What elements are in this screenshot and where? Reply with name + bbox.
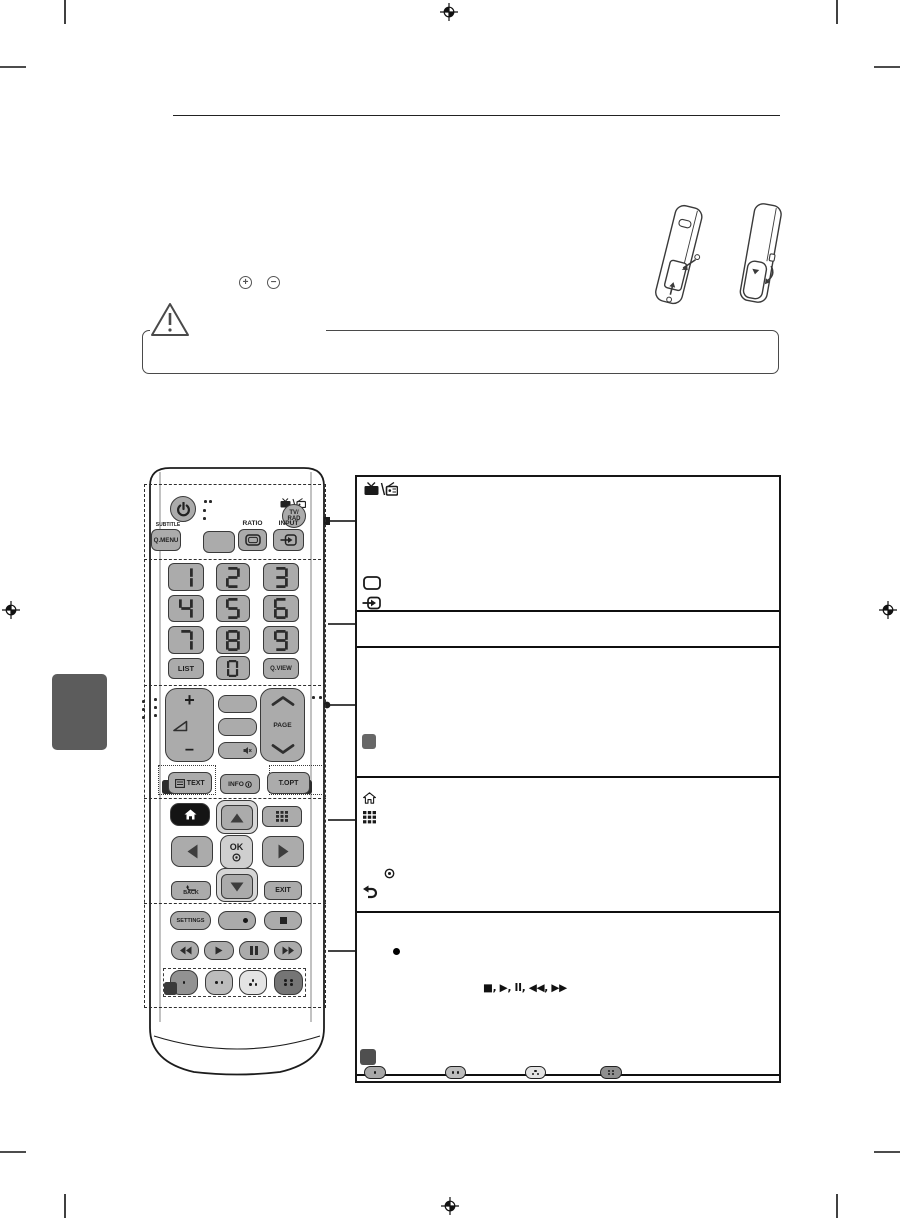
qmenu-button xyxy=(151,529,181,551)
blue-key-dots xyxy=(284,979,293,986)
callout-dot xyxy=(203,517,206,520)
subtitle-label: SUBTITLE xyxy=(155,522,181,528)
nav-down-plate xyxy=(216,868,258,902)
digit-1-button xyxy=(168,563,204,591)
callout-dot xyxy=(142,708,145,711)
record-button xyxy=(218,911,256,930)
play-icon xyxy=(215,946,223,955)
list-label: LIST xyxy=(177,664,195,673)
qview-label: Q.VIEW xyxy=(270,665,292,672)
page-label: PAGE xyxy=(273,721,292,729)
callout-dot xyxy=(204,500,207,503)
back-arrow-icon xyxy=(363,885,378,899)
pause-button xyxy=(239,941,269,960)
table-row-2 xyxy=(357,612,779,648)
callout-dot xyxy=(142,700,145,703)
digit-4 xyxy=(179,598,193,619)
pause-icon xyxy=(255,946,258,955)
green-pill-dots xyxy=(452,1071,459,1073)
input-button xyxy=(273,529,304,551)
tv-rad-label-line2: RAD xyxy=(287,516,301,522)
digit-3 xyxy=(274,567,288,588)
input-arrow-icon xyxy=(362,596,381,610)
ratio-screen-icon xyxy=(363,576,381,590)
list-button xyxy=(168,658,204,679)
nav-up-plate xyxy=(216,800,258,834)
arrow-left-icon xyxy=(187,844,198,859)
arrow-down-icon xyxy=(230,882,244,892)
my-apps-key-icon xyxy=(362,734,376,749)
blank-button-2 xyxy=(218,695,257,713)
polarity-plus: + xyxy=(242,276,249,288)
header-rule xyxy=(173,115,780,116)
fast-forward-button xyxy=(274,941,302,960)
qmenu-label: Q.MENU xyxy=(153,536,179,544)
record-dot-icon xyxy=(393,948,400,955)
circled-i-icon xyxy=(245,781,252,788)
button-description-table xyxy=(355,475,781,1083)
ratio-screen-icon xyxy=(245,534,261,546)
digit-7-button xyxy=(168,626,204,654)
callout-dot xyxy=(312,696,315,699)
ratio-button xyxy=(238,529,267,551)
apps-button xyxy=(262,806,302,827)
back-button xyxy=(171,881,211,900)
chevron-down-icon xyxy=(271,744,295,754)
section-divider-4 xyxy=(144,903,326,904)
caution-box xyxy=(142,330,779,374)
callout-dot xyxy=(154,714,157,717)
circled-minus-icon xyxy=(267,276,280,289)
settings-label: SETTINGS xyxy=(176,917,205,924)
battery-insertion-illustration xyxy=(640,200,810,318)
nav-left-button xyxy=(171,836,213,867)
digit-8 xyxy=(226,630,240,651)
nav-right-button xyxy=(262,836,304,867)
mute-button xyxy=(218,742,257,759)
callout-dot xyxy=(154,706,157,709)
red-pill-dots xyxy=(374,1071,376,1073)
table-row-3 xyxy=(357,648,779,778)
blue-pill-dots xyxy=(608,1070,615,1075)
apps-grid-icon xyxy=(363,811,376,824)
green-key xyxy=(205,970,233,995)
section-divider-1 xyxy=(144,559,326,560)
play-button xyxy=(204,941,234,960)
ok-button xyxy=(220,835,253,869)
home-button xyxy=(170,803,210,826)
digit-3-button xyxy=(263,563,299,591)
warning-triangle-icon xyxy=(150,302,190,338)
yellow-key xyxy=(239,970,267,995)
callout-dot xyxy=(154,698,157,701)
topt-button xyxy=(267,772,310,794)
blue-key-pill xyxy=(600,1066,622,1079)
volume-up-label: + xyxy=(184,690,195,710)
section-divider-2 xyxy=(144,685,326,686)
yellow-pill-dots xyxy=(532,1070,539,1075)
back-label: BACK xyxy=(183,890,199,897)
arrow-right-icon xyxy=(278,844,289,859)
remote-control-illustration xyxy=(148,462,326,1078)
digit-6 xyxy=(274,598,288,619)
callout-lines xyxy=(322,517,355,951)
red-key-pill xyxy=(364,1066,386,1079)
callout-dot xyxy=(209,500,212,503)
arrow-up-icon xyxy=(230,813,244,823)
callout-dot xyxy=(142,716,145,719)
ratio-label: RATIO xyxy=(242,520,263,527)
red-key-dots xyxy=(183,981,186,984)
volume-down-label: − xyxy=(184,742,195,759)
blank-button-3 xyxy=(218,718,257,736)
digit-6-button xyxy=(263,595,299,622)
digit-5-button xyxy=(216,595,250,622)
stop-button xyxy=(264,911,302,930)
volume-rocker xyxy=(165,688,214,762)
tv-rad-label-line1: TV/ xyxy=(289,510,299,516)
digit-0 xyxy=(227,660,238,677)
table-row-1 xyxy=(357,477,779,612)
volume-triangle-icon xyxy=(173,720,188,732)
blank-button-1 xyxy=(203,531,235,553)
pause-icon xyxy=(250,946,253,955)
green-key-pill xyxy=(445,1066,466,1079)
digit-1 xyxy=(179,567,193,588)
digit-2-button xyxy=(216,563,250,591)
record-dot-icon xyxy=(243,918,248,923)
nav-up-button xyxy=(221,805,253,830)
digit-9 xyxy=(274,630,288,651)
power-icon xyxy=(176,502,191,517)
input-arrow-icon xyxy=(280,534,297,546)
text-label: TEXT xyxy=(186,779,205,787)
digit-2 xyxy=(226,567,240,588)
digit-9-button xyxy=(263,626,299,654)
rewind-icon xyxy=(179,946,192,955)
nav-down-button xyxy=(221,874,253,899)
table-row-4 xyxy=(357,778,779,913)
target-icon xyxy=(384,868,395,879)
digit-0-button xyxy=(216,656,250,680)
table-row-5 xyxy=(357,913,779,1076)
yellow-key-pill xyxy=(525,1066,546,1079)
green-key-dots xyxy=(215,981,224,984)
stop-icon xyxy=(280,917,287,924)
apps-grid-icon xyxy=(276,811,288,822)
digit-7 xyxy=(179,630,193,651)
yellow-key-dots xyxy=(249,979,258,986)
ok-label: OK xyxy=(229,842,244,852)
topt-label: T.OPT xyxy=(278,779,299,787)
digit-4-button xyxy=(168,595,204,622)
teletext-icon xyxy=(175,779,185,788)
fast-forward-icon xyxy=(282,946,295,955)
exit-label: EXIT xyxy=(275,887,291,894)
polarity-minus: − xyxy=(270,276,277,288)
tv-radio-icon xyxy=(364,482,398,496)
mute-speaker-icon xyxy=(243,746,252,755)
home-icon xyxy=(363,792,376,804)
circled-plus-icon xyxy=(239,276,252,289)
info-label: INFO xyxy=(228,780,244,788)
chapter-side-tab xyxy=(52,674,107,750)
page-rocker xyxy=(260,688,305,762)
exit-button xyxy=(264,881,302,900)
blue-key xyxy=(274,970,303,995)
power-button xyxy=(170,496,196,522)
section-divider-3 xyxy=(144,798,326,799)
target-icon xyxy=(232,853,241,862)
callout-dot xyxy=(319,696,322,699)
text-button xyxy=(168,772,212,794)
chevron-up-icon xyxy=(271,696,295,706)
settings-button xyxy=(170,911,211,930)
media-keys-sequence: ■, ▶, II, ◀◀, ▶▶ xyxy=(483,982,567,994)
digit-5 xyxy=(226,598,240,619)
info-button xyxy=(220,774,260,794)
callout-dot xyxy=(203,509,206,512)
rewind-button xyxy=(171,941,199,960)
digit-8-button xyxy=(216,626,250,654)
home-icon xyxy=(184,809,197,820)
color-key-icon xyxy=(360,1049,376,1065)
callout-marker-color-keys xyxy=(164,982,177,995)
qview-button xyxy=(263,658,299,679)
input-label: INPUT xyxy=(278,520,299,527)
